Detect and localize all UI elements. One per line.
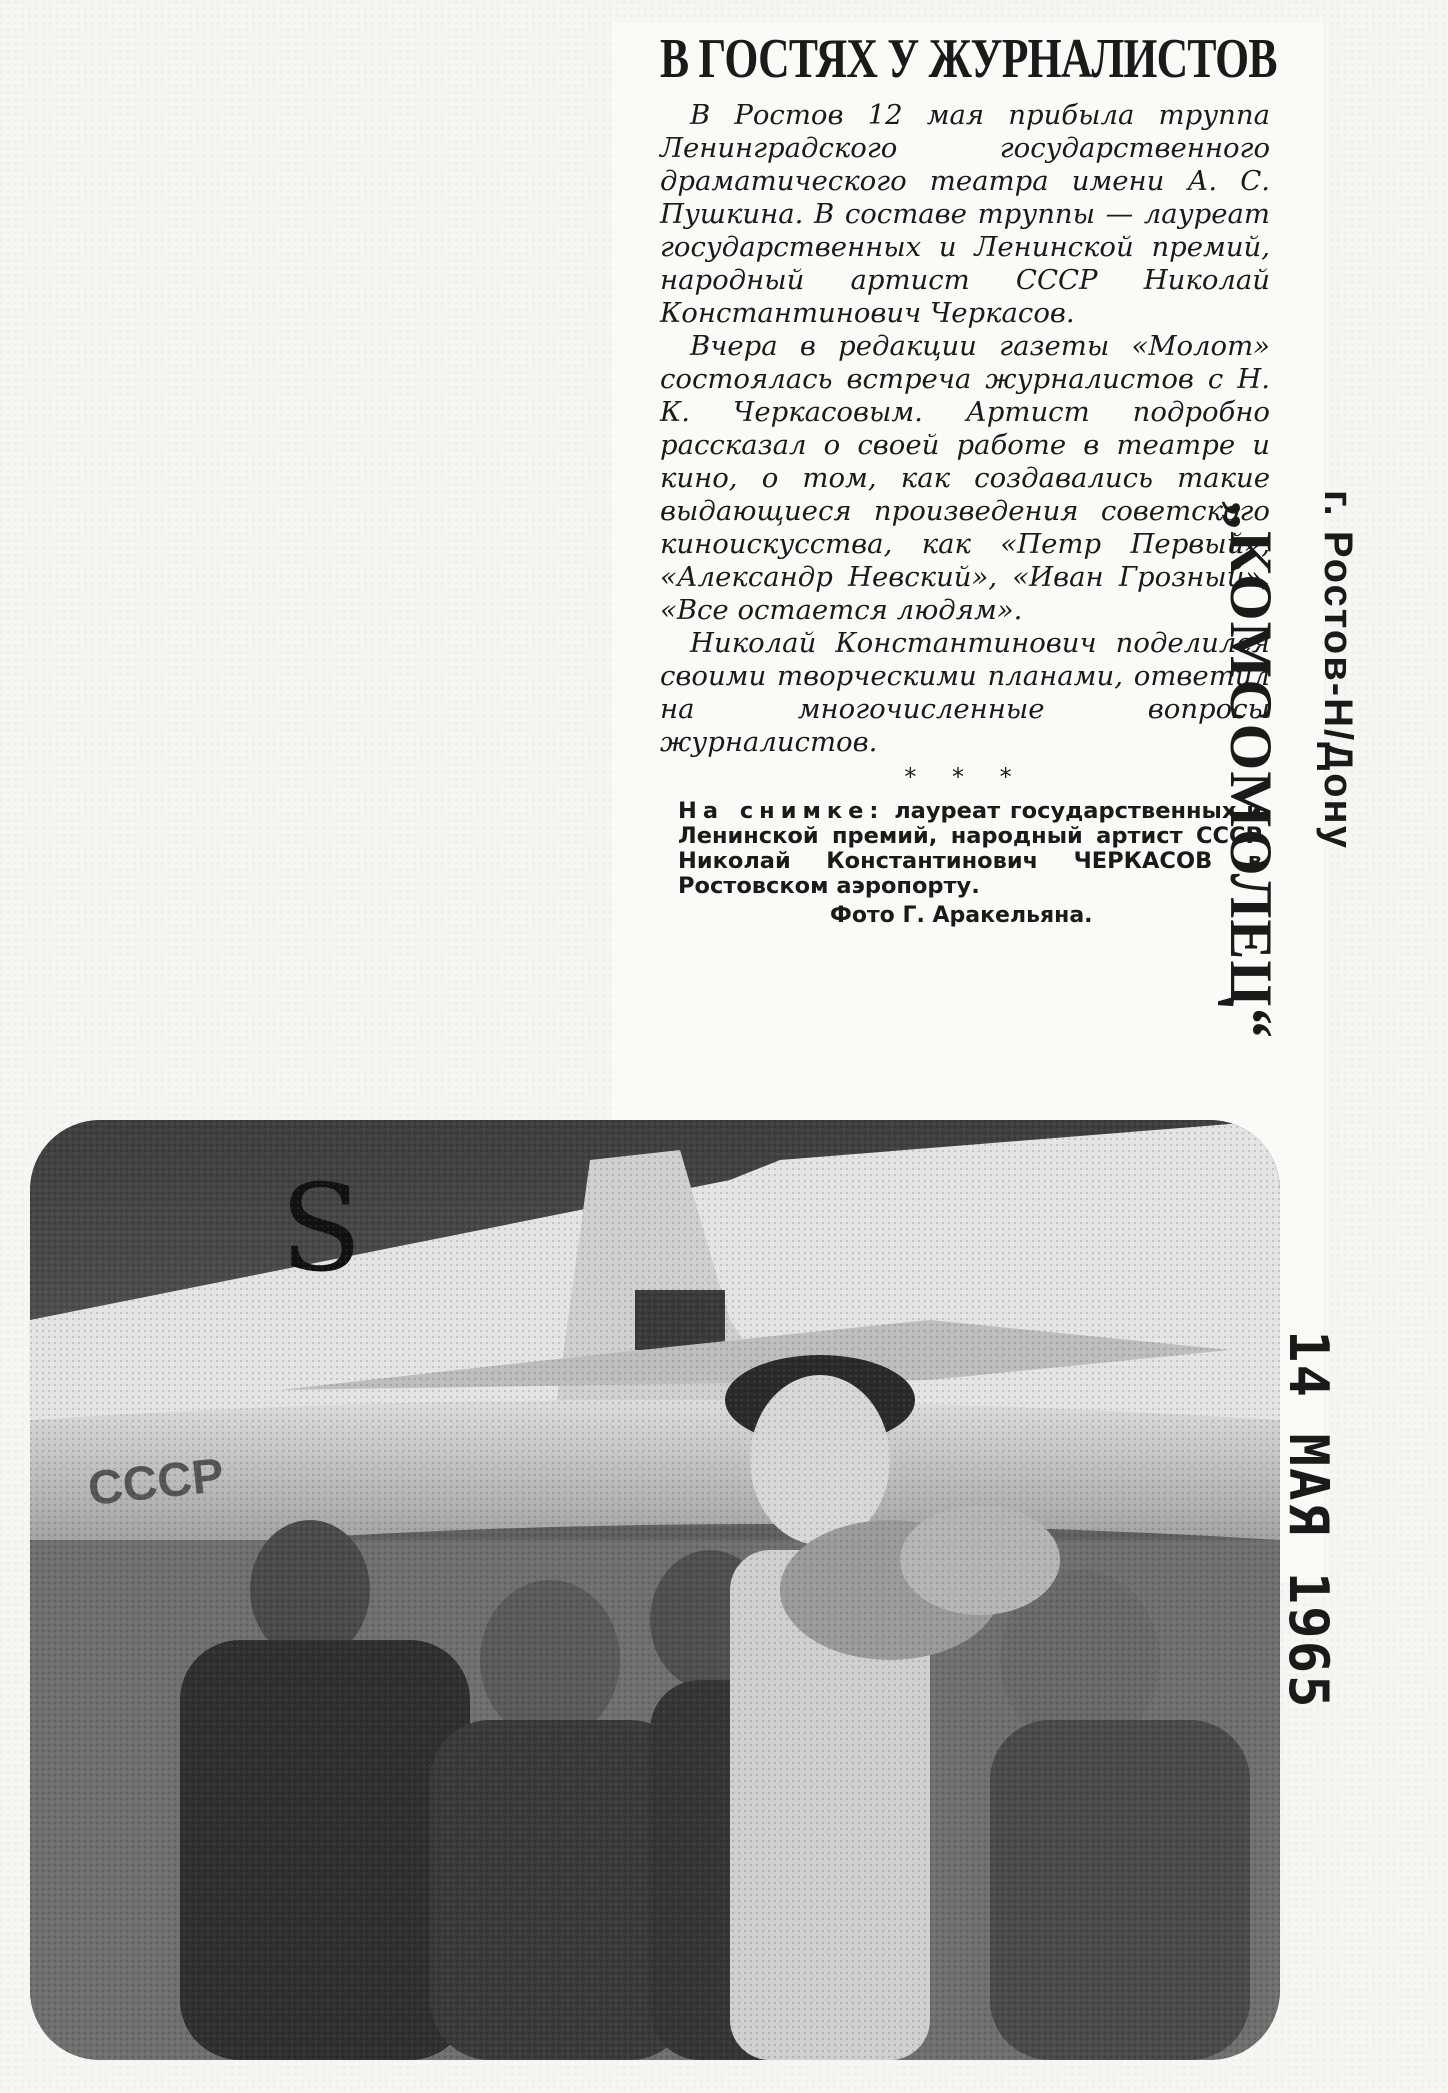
article: [660, 28, 1277, 928]
article-body: [660, 99, 1270, 759]
news-photo: [30, 1120, 1280, 2060]
photo-credit: Фото Г. Аракельяна.: [830, 902, 1093, 928]
margin-city: г. Ростов-Н/Дону: [1316, 490, 1360, 850]
margin-newspaper-name: „КОМСОМОЛЕЦ“: [1218, 500, 1284, 1040]
article-paragraph-3: Николай Константинович поделился своими творческими планами, ответил на многочисленные вопросы журналистов.: [660, 626, 1270, 758]
photo-image: [30, 1120, 1280, 2060]
article-paragraph-1: В Ростов 12 мая прибыла труппа Ленинградского государственного драматического театра имени А. С. Пушкина. В составе труппы — лауреат государственных и Ленинской премий, народный артист СССР Николай Константинович Черкасов.: [660, 98, 1270, 329]
caption-lead: На снимке:: [678, 797, 885, 824]
article-headline: В ГОСТЯХ У ЖУРНАЛИСТОВ: [660, 28, 1277, 90]
article-paragraph-2: Вчера в редакции газеты «Молот» состоялась встреча журналистов с Н. К. Черкасовым. Артист подробно рассказал о своей работе в театре и кино, о том, как создавались такие выдающиеся произведения советского киноискусства, как «Петр Первый», «Александр Невский», «Иван Грозный», «Все остается людям».: [660, 329, 1270, 626]
photo-caption: [678, 799, 1262, 899]
caption-text: лауреат государственных и Ленинской премий, народный артист СССР Николай Константинович ЧЕРКАСОВ в Ростовском аэропорту.: [678, 797, 1262, 899]
separator: * * *: [904, 762, 1026, 791]
margin-date-stamp: 14 МАЯ 1965: [1277, 1330, 1340, 1710]
